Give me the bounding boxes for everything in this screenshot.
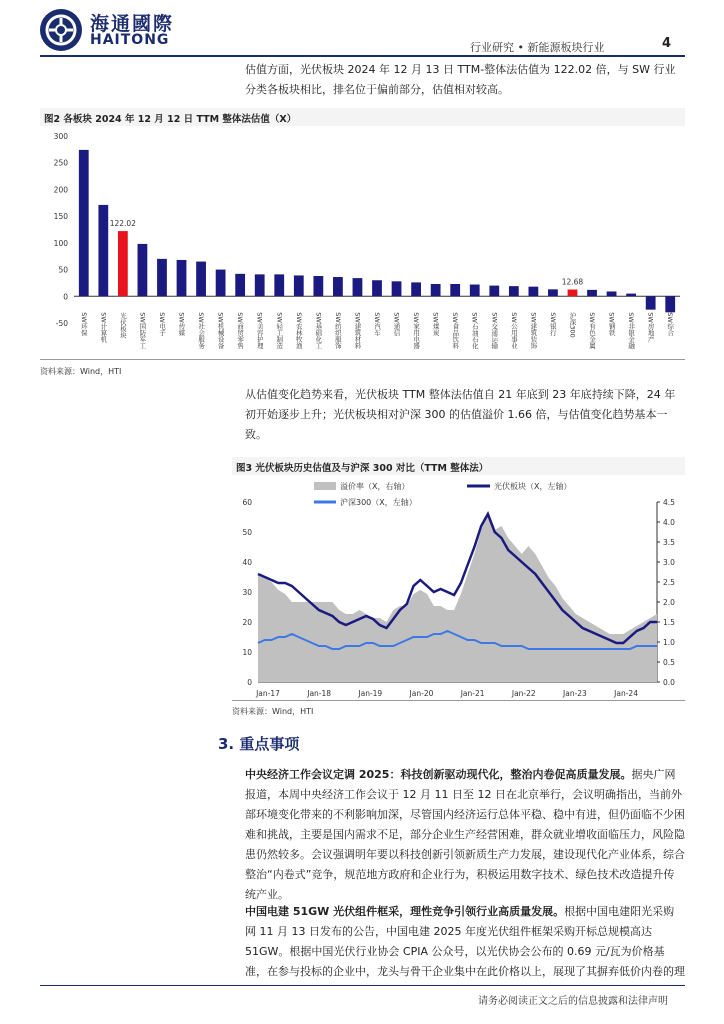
fig2-xtick: SW美容护理 xyxy=(255,312,264,349)
fig2-xtick: SW环保 xyxy=(79,312,88,336)
intro-paragraph: 估值方面，光伏板块 2024 年 12 月 13 日 TTM-整体法估值为 122.02 倍，与 SW 行业分类各板块相比，排名位于偏前部分，估值相对较高。 xyxy=(245,63,676,96)
header-divider xyxy=(40,55,685,57)
fig3-bottom-rule xyxy=(232,700,685,701)
fig2-xtick: SW综合 xyxy=(666,312,675,336)
fig3-chart xyxy=(232,476,685,700)
fig3-legend xyxy=(314,481,571,508)
fig2-xtick: SW机械设备 xyxy=(216,312,225,349)
fig3-ytick-left: 40 xyxy=(242,558,252,567)
fig2-bar xyxy=(118,231,128,296)
fig2-bar xyxy=(568,290,578,297)
fig3-ytick-right: 1.0 xyxy=(663,638,675,647)
footer-divider xyxy=(40,985,685,986)
fig2-xtick: SW基础化工 xyxy=(314,312,323,349)
fig2-xtick: SW食品饮料 xyxy=(451,312,460,349)
legend-premium-swatch xyxy=(314,482,336,490)
fig2-title: 图2 各板块 2024 年 12 月 12 日 TTM 整体法估值（X） xyxy=(44,114,297,125)
fig3-ytick-left: 0 xyxy=(247,678,252,687)
fig2-xtick: SW公用事业 xyxy=(509,312,518,349)
fig2-xtick: SW建筑装饰 xyxy=(529,312,538,349)
fig2-bar xyxy=(548,289,558,296)
fig3-xtick: Jan-19 xyxy=(358,689,383,698)
fig2-bar xyxy=(235,274,245,296)
fig2-xtick: SW商贸零售 xyxy=(236,312,245,349)
fig3-xtick: Jan-18 xyxy=(307,689,332,698)
fig2-ytick: 50 xyxy=(58,265,68,275)
fig2-bar xyxy=(411,282,421,296)
fig2-bar xyxy=(665,296,675,312)
fig2-chart xyxy=(40,128,685,363)
fig2-bar xyxy=(587,290,597,296)
fig2-xtick: SW交通运输 xyxy=(490,312,499,349)
fig2-bar xyxy=(509,286,519,296)
fig2-bar xyxy=(79,150,89,296)
fig2-bar xyxy=(489,286,499,297)
fig2-bar xyxy=(313,276,323,296)
fig2-bar xyxy=(294,275,304,296)
fig2-xtick: SW有色金属 xyxy=(588,312,597,349)
fig2-xtick: SW建筑材料 xyxy=(353,312,362,349)
fig2-xtick: SW非银金融 xyxy=(627,312,636,349)
fig2-bar xyxy=(529,287,539,297)
fig2-bar xyxy=(196,262,206,297)
fig2-xtick: SW国防军工 xyxy=(138,312,147,349)
fig2-xtick: SW社会服务 xyxy=(197,312,206,349)
fig2-bar xyxy=(177,260,187,296)
fig2-bar xyxy=(607,291,617,296)
fig3-ytick-right: 4.0 xyxy=(663,518,675,527)
section-title: 3. 重点事项 xyxy=(218,735,300,753)
fig2-bar xyxy=(274,274,284,296)
fig3-xtick: Jan-23 xyxy=(563,689,587,698)
legend-hs300: 沪深300（X，左轴） xyxy=(340,498,417,507)
fig2-xtick: SW农林牧渔 xyxy=(294,312,303,349)
fig3-ytick-left: 60 xyxy=(242,498,252,507)
fig3-ytick-left: 20 xyxy=(242,618,252,627)
fig3-premium-area xyxy=(258,514,657,682)
item-1-lead: 中央经济工作会议定调 2025：科技创新驱动现代化，整治内卷促高质量发展。 xyxy=(245,768,632,781)
fig2-xtick: SW家用电器 xyxy=(412,312,421,349)
fig2-bar xyxy=(431,284,441,296)
fig3-ytick-right: 4.5 xyxy=(663,498,675,507)
fig2-ytick: 250 xyxy=(53,158,68,168)
fig3-ytick-right: 0.5 xyxy=(663,658,675,667)
fig2-xtick: SW电子 xyxy=(157,312,166,336)
fig3-source: 资料来源：Wind，HTI xyxy=(232,707,314,716)
item-1-body: 据央广网报道，本周中央经济工作会议于 12 月 11 日至 12 日在北京举行，会议明确指出，当前外部环境变化带来的不利影响加深，尽管国内经济运行总体平稳、稳中有进，但仍面临不少困难和挑战，主要是国内需求不足，部分企业生产经营困难，群众就业增收面临压力，风险隐患仍然较多。会议强调明年要以科技创新引领新质生产力发展，建设现代化产业体系，综合整治“内卷式”竞争，规范地方政府和企业行为，积极运用数字技术、绿色技术改造提升传统产业。 xyxy=(245,768,685,901)
fig2-bar xyxy=(333,277,343,296)
item-2-lead: 中国电建 51GW 光伏组件框采，理性竞争引领行业高质量发展。 xyxy=(245,905,565,918)
fig2-source: 资料来源：Wind，HTI xyxy=(40,367,122,376)
fig2-ytick: 300 xyxy=(53,132,68,141)
item-2 xyxy=(245,902,685,982)
page-number: 4 xyxy=(662,36,672,51)
fig3-xtick: Jan-21 xyxy=(460,689,485,698)
fig2-bar xyxy=(470,285,480,297)
fig2-xtick: SW轻工制造 xyxy=(275,312,284,349)
fig2-data-label: 122.02 xyxy=(109,219,136,229)
footer-disclaimer: 请务必阅读正文之后的信息披露和法律声明 xyxy=(478,996,668,1007)
fig2-xtick: 沪深300 xyxy=(568,312,577,338)
logo-chinese: 海通國際 xyxy=(90,13,175,35)
logo-english: HAITONG xyxy=(90,32,170,48)
fig3-ytick-left: 50 xyxy=(242,528,252,537)
fig3-ytick-right: 2.0 xyxy=(663,598,675,607)
fig3-ytick-left: 30 xyxy=(242,588,252,597)
fig3-xtick: Jan-22 xyxy=(511,689,536,698)
fig2-ytick: 100 xyxy=(53,238,68,248)
item-1 xyxy=(245,765,685,905)
fig2-bar xyxy=(646,296,656,309)
fig2-ytick: 200 xyxy=(53,185,68,195)
fig2-bar xyxy=(626,294,636,297)
fig2-bar xyxy=(138,244,148,296)
fig2-bottom-rule xyxy=(40,359,685,360)
fig2-xtick: SW钢铁 xyxy=(607,312,616,336)
fig3-xtick: Jan-24 xyxy=(614,689,638,698)
fig2-data-label: 12.68 xyxy=(561,277,584,287)
fig2-xtick: SW汽车 xyxy=(373,312,381,336)
fig3-xtick: Jan-20 xyxy=(409,689,434,698)
fig2-ytick: 150 xyxy=(53,212,68,222)
fig2-xtick: SW纺织服饰 xyxy=(333,312,342,349)
fig2-bar xyxy=(216,270,226,297)
fig2-bar xyxy=(255,274,265,296)
fig2-bar xyxy=(98,205,108,296)
logo-mark xyxy=(40,9,82,51)
fig3-xtick: Jan-17 xyxy=(256,689,280,698)
trend-paragraph: 从估值变化趋势来看，光伏板块 TTM 整体法估值自 21 年底到 23 年底持续下降，24 年初开始逐步上升；光伏板块相对沪深 300 的估值溢价 1.66 倍，与估值变化趋势基本一致。 xyxy=(245,388,676,441)
fig3-ytick-right: 0.0 xyxy=(663,678,675,687)
header-category: 行业研究 • 新能源板块行业 xyxy=(470,41,605,54)
legend-pv: 光伏板块（X，左轴） xyxy=(494,482,572,491)
fig2-xtick: 光伏板块 xyxy=(118,312,127,339)
fig2-xtick: SW石油石化 xyxy=(470,312,479,349)
fig3-ytick-right: 2.5 xyxy=(663,578,675,587)
fig2-bar xyxy=(372,280,382,296)
fig2-ytick: -50 xyxy=(55,319,68,328)
fig2-bar xyxy=(353,278,363,296)
fig2-bar xyxy=(157,259,167,296)
fig2-xtick: SW煤炭 xyxy=(431,312,440,336)
fig3-ytick-left: 10 xyxy=(242,648,252,657)
fig2-xtick: SW通信 xyxy=(392,312,401,336)
fig3-ytick-right: 3.0 xyxy=(663,558,675,567)
fig3-ytick-right: 1.5 xyxy=(663,618,675,627)
fig2-xtick: SW计算机 xyxy=(99,312,108,343)
legend-premium: 溢价率（X，右轴） xyxy=(340,482,410,491)
fig3-title: 图3 光伏板块历史估值及与沪深 300 对比（TTM 整体法） xyxy=(236,463,489,474)
fig2-bar xyxy=(392,281,402,296)
fig2-ytick: 0 xyxy=(63,292,68,302)
fig2-xtick: SW传媒 xyxy=(177,312,186,336)
item-2-body: 根据中国电建阳光采购网 11 月 13 日发布的公告，中国电建 2025 年度光伏组件框架采购开标总规模高达 51GW。根据中国光伏行业协会 CPIA 公众号，以光伏协会公布的 0.69 元/瓦为价格基准，在参与投标的企业中，龙头与骨干企业集中在此价格以上，展现了其摒弃低价内卷的理 xyxy=(245,905,685,978)
fig2-bar xyxy=(450,284,460,296)
fig2-xtick: SW房地产 xyxy=(646,312,655,343)
fig3-ytick-right: 3.5 xyxy=(663,538,675,547)
logo-icon xyxy=(40,9,82,51)
fig2-xtick: SW银行 xyxy=(548,312,557,336)
